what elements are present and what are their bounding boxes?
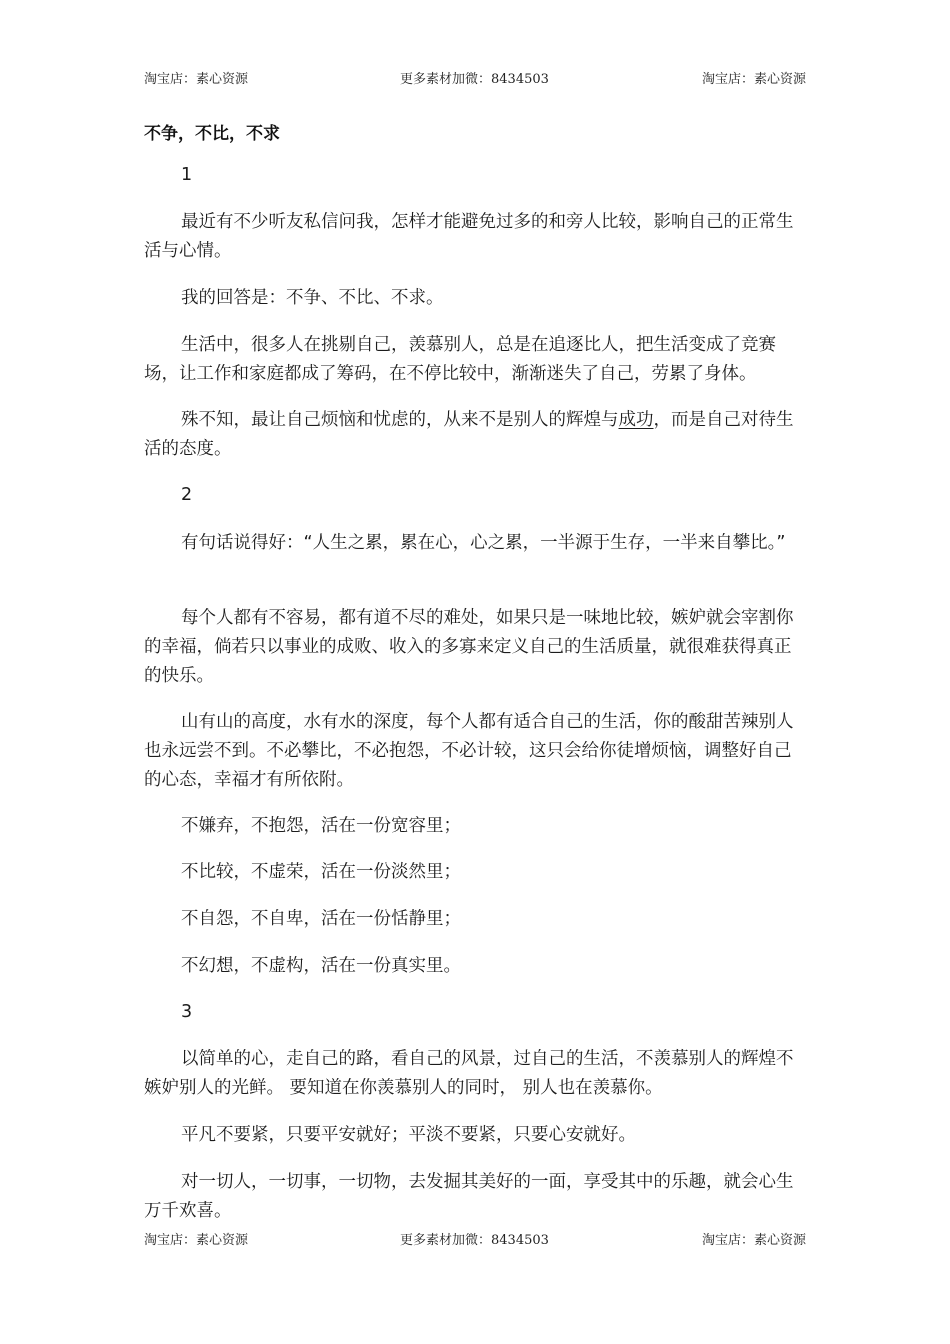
- paragraph: 每个人都有不容易，都有道不尽的难处，如果只是一味地比较，嫉妒就会宰割你的幸福，倘若只以事业的成败、收入的多寡来定义自己的生活质量，就很难获得真正的快乐。: [144, 608, 794, 686]
- page-footer: [144, 1229, 806, 1249]
- footer-wechat-contact: 更多素材加微：8434503: [400, 1233, 549, 1248]
- verse-line: 不比较，不虚荣，活在一份淡然里；: [181, 862, 461, 882]
- header-shop-left: 淘宝店：素心资源: [144, 72, 249, 87]
- paragraph: 生活中，很多人在挑剔自己，羡慕别人，总是在追逐比人，把生活变成了竞赛场，让工作和家庭都成了筹码，在不停比较中，渐渐迷失了自己，劳累了身体。: [144, 335, 776, 384]
- section-number-2: 2: [181, 485, 193, 505]
- section-number-3: 3: [181, 1002, 193, 1022]
- verse-line: 不幻想，不虚构，活在一份真实里。: [181, 956, 461, 976]
- footer-shop-left: 淘宝店：素心资源: [144, 1233, 249, 1248]
- paragraph: 山有山的高度，水有水的深度，每个人都有适合自己的生活，你的酸甜苦辣别人也永远尝不到。不必攀比，不必抱怨，不必计较，这只会给你徒增烦恼，调整好自己的心态，幸福才有所依附。: [144, 712, 794, 790]
- success-link[interactable]: 成功: [618, 410, 654, 430]
- header-shop-right: 淘宝店：素心资源: [701, 72, 806, 87]
- paragraph-text: 殊不知，最让自己烦恼和忧虑的，从来不是别人的辉煌与: [181, 410, 619, 430]
- page-header: [144, 68, 806, 88]
- paragraph: 我的回答是：不争、不比、不求。: [181, 288, 444, 308]
- paragraph: [144, 406, 808, 464]
- paragraph: 以简单的心，走自己的路，看自己的风景，过自己的生活，不羡慕别人的辉煌不嫉妒别人的光鲜。 要知道在你羡慕别人的同时， 别人也在羡慕你。: [144, 1049, 794, 1098]
- paragraph: 对一切人，一切事，一切物，去发掘其美好的一面，享受其中的乐趣，就会心生万千欢喜。: [144, 1172, 794, 1221]
- footer-shop-right: 淘宝店：素心资源: [701, 1233, 806, 1248]
- verse-line: 不自怨，不自卑，活在一份恬静里；: [181, 909, 461, 929]
- paragraph: 有句话说得好：“人生之累，累在心，心之累，一半源于生存，一半来自攀比。”: [181, 533, 786, 553]
- article-title: 不争，不比，不求: [144, 124, 280, 144]
- section-number-1: 1: [181, 165, 193, 185]
- header-wechat-contact: 更多素材加微：8434503: [400, 72, 549, 87]
- paragraph-text: ，而是自己对待生活的态度。: [144, 410, 794, 459]
- paragraph: 平凡不要紧，只要平安就好；平淡不要紧，只要心安就好。: [181, 1125, 636, 1145]
- paragraph: 最近有不少听友私信问我，怎样才能避免过多的和旁人比较，影响自己的正常生活与心情。: [144, 212, 794, 261]
- verse-line: 不嫌弃，不抱怨，活在一份宽容里；: [181, 816, 461, 836]
